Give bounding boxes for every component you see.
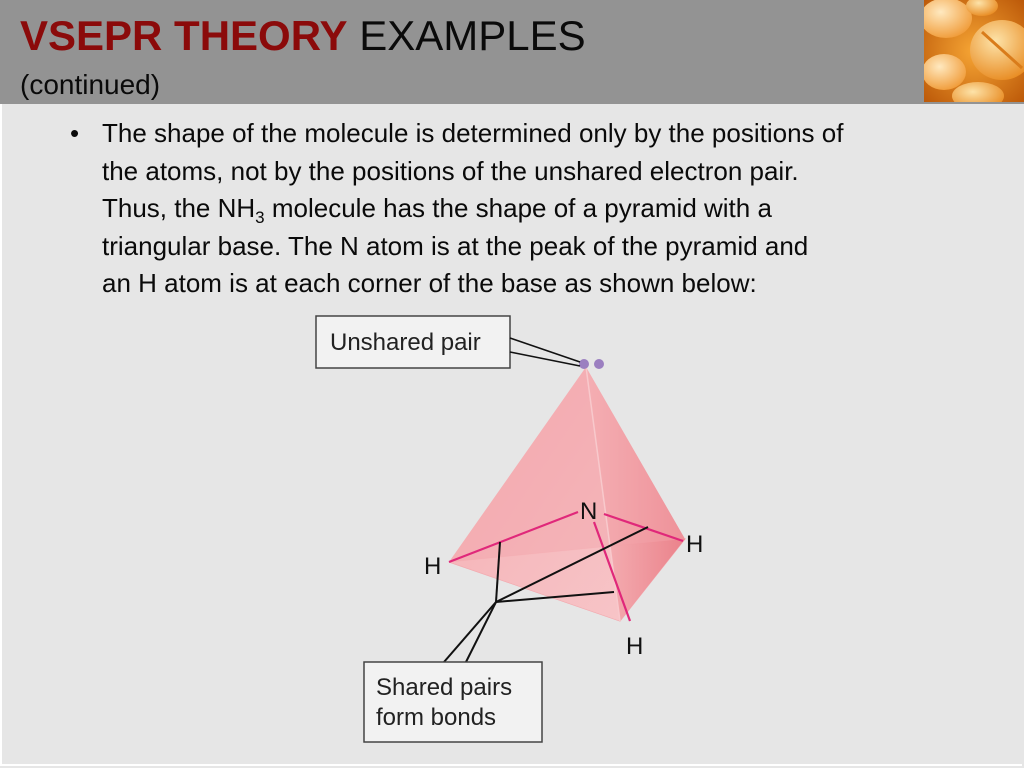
- title-rest: EXAMPLES: [359, 12, 586, 59]
- bullet-line-5: an H atom is at each corner of the base as shown below:: [102, 268, 757, 298]
- atom-label-h-right: H: [686, 531, 704, 558]
- atom-label-h-bottom: H: [626, 633, 644, 660]
- atom-label-h-left: H: [424, 553, 442, 580]
- shared-pairs-label-line-2: form bonds: [376, 704, 497, 731]
- bullet-marker: •: [70, 118, 80, 148]
- unshared-pair-label: Unshared pair: [330, 329, 481, 356]
- bullet-line-3-post: molecule has the shape of a pyramid with a: [264, 193, 772, 223]
- shared-pairs-label-line-1: Shared pairs: [376, 674, 513, 701]
- bullet-line-4: triangular base. The N atom is at the peak of the pyramid and: [102, 230, 809, 261]
- slide-subtitle: (continued): [20, 69, 161, 100]
- bullet-line-1: The shape of the molecule is determined only by the positions of: [102, 118, 844, 148]
- bullet-line-3-pre: Thus, the NH: [102, 193, 256, 223]
- unshared-pair-callout: [316, 316, 580, 368]
- pyramid-back-face: [449, 367, 685, 562]
- electron-dot: [579, 359, 589, 369]
- subscript-3: 3: [255, 208, 265, 227]
- shared-pairs-callout: [364, 662, 542, 742]
- bullet-line-2: the atoms, not by the positions of the unshared electron pair.: [102, 155, 799, 186]
- pyramid-shape: [449, 367, 685, 621]
- title-highlight: VSEPR THEORY: [20, 12, 348, 59]
- electron-dot: [594, 359, 604, 369]
- unshared-electron-pair: [579, 359, 604, 369]
- atom-label-n: N: [580, 498, 598, 525]
